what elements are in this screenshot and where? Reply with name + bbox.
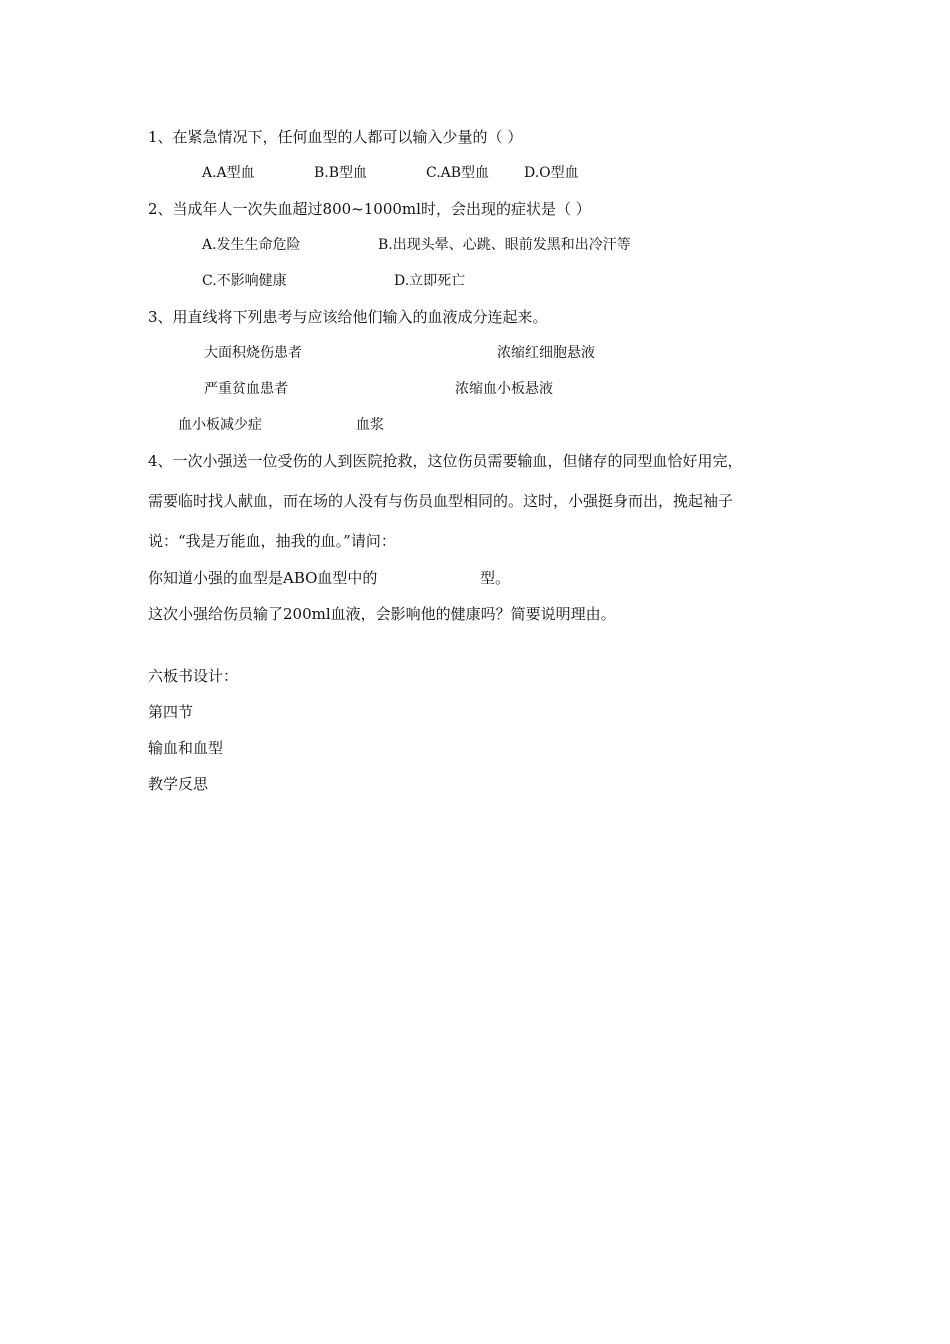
board-topic: 输血和血型	[148, 739, 224, 757]
q2-stem: 2、当成年人一次失血超过800~1000ml时，会出现的症状是（ ）	[148, 200, 591, 218]
q3-component-3: 血浆	[356, 417, 384, 433]
q2-option-d: D.立即死亡	[394, 273, 466, 289]
q3-patient-2: 严重贫血患者	[204, 381, 288, 397]
q1-stem: 1、在紧急情况下，任何血型的人都可以输入少量的（ ）	[148, 128, 523, 146]
q4-line-3: 说：“我是万能血，抽我的血。”请问：	[148, 532, 396, 550]
q4-line-1: 4、一次小强送一位受伤的人到医院抢救，这位伤员需要输血，但储存的同型血恰好用完，	[148, 452, 743, 470]
q3-patient-3: 血小板减少症	[178, 417, 262, 433]
q4-sub-question-2: 这次小强给伤员输了200ml血液，会影响他的健康吗？简要说明理由。	[148, 605, 616, 623]
q2-option-c: C.不影响健康	[202, 273, 287, 289]
q3-component-2: 浓缩血小板悬液	[455, 381, 553, 397]
q3-patient-1: 大面积烧伤患者	[204, 345, 302, 361]
teaching-reflection: 教学反思	[148, 775, 209, 793]
q4-sub-question-1-prefix: 你知道小强的血型是ABO血型中的	[148, 569, 378, 587]
q1-option-a: A.A型血	[202, 165, 255, 181]
q3-stem: 3、用直线将下列患考与应该给他们输入的血液成分连起来。	[148, 308, 548, 326]
q2-option-b: B.出现头晕、心跳、眼前发黑和出冷汗等	[378, 237, 631, 253]
q1-option-b: B.B型血	[314, 165, 368, 181]
board-section: 第四节	[148, 703, 194, 721]
q4-sub-question-1-suffix: 型。	[480, 569, 511, 587]
q1-option-d: D.O型血	[524, 165, 579, 181]
board-design-title: 六板书设计：	[148, 667, 239, 685]
q3-component-1: 浓缩红细胞悬液	[497, 345, 595, 361]
q1-option-c: C.AB型血	[426, 165, 490, 181]
q2-option-a: A.发生生命危险	[202, 237, 301, 253]
q4-line-2: 需要临时找人献血，而在场的人没有与伤员血型相同的。这时，小强挺身而出，挽起袖子	[148, 492, 734, 510]
